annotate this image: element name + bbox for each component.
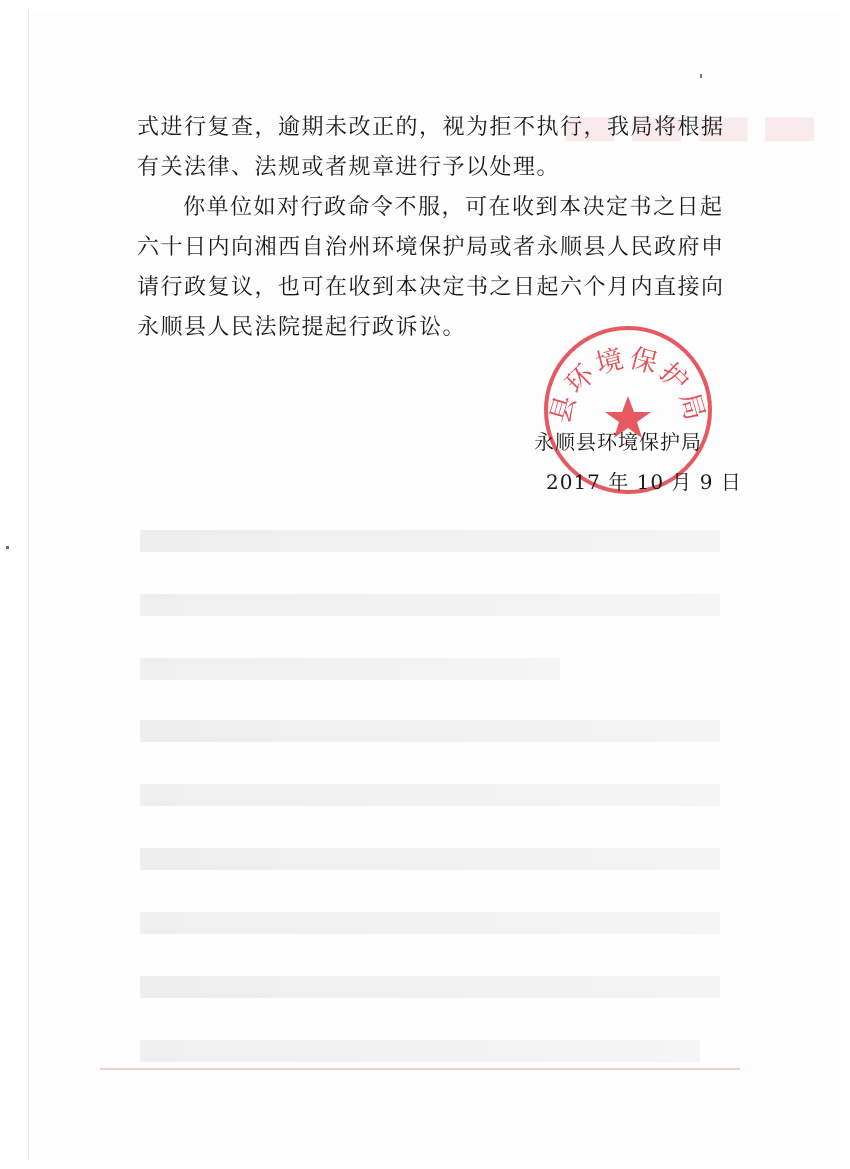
issuing-authority: 永顺县环境保护局 [534,430,702,454]
bleed-through-header: ▬▬▬▬ [560,88,826,162]
scan-speck [700,74,702,78]
scan-speck [6,546,9,549]
issue-date: 2017 年 10 月 9 日 [546,470,742,494]
bleed-through-rule [100,1068,740,1070]
paragraph-appeal-rights: 你单位如对行政命令不服，可在收到本决定书之日起六十日内向湘西自治州环境保护局或者永顺县人民政府申请行政复议，也可在收到本决定书之日起六个月内直接向永顺县人民法院提起行政诉讼。 [137,195,725,340]
seal-text: 县环境保护局 [545,342,711,427]
paragraph-continuation: 式进行复查，逾期未改正的，视为拒不执行，我局将根据有关法律、法规或者规章进行予以处理。 [137,115,725,180]
